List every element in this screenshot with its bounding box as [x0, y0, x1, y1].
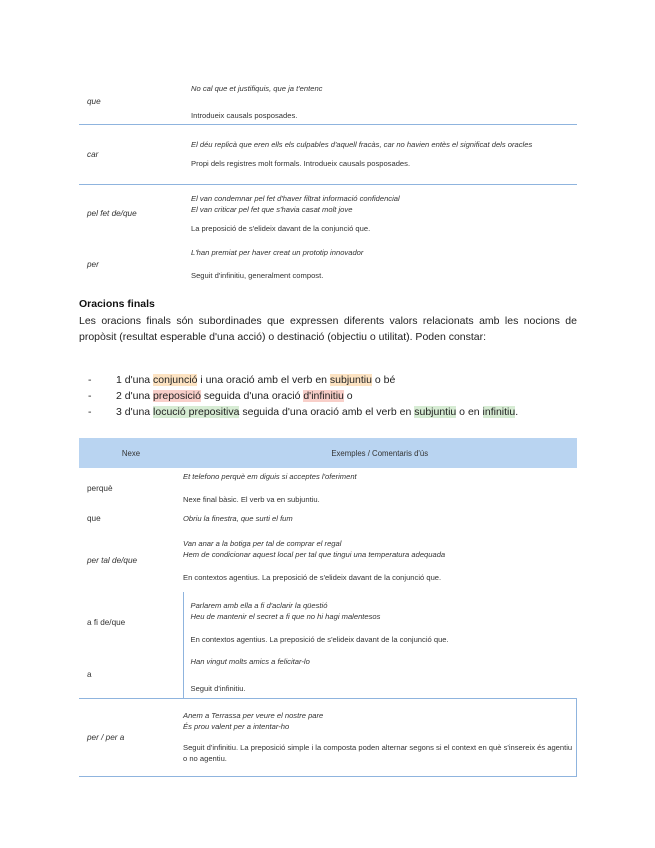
- connector-cell: perquè: [87, 483, 113, 493]
- examples-cell: [183, 468, 577, 508]
- comment-text: Introdueix causals posposades.: [191, 110, 298, 120]
- column-header-nexe: Nexe: [79, 438, 183, 468]
- highlight-conjuncio: conjunció: [153, 374, 198, 386]
- table-row: [79, 592, 577, 652]
- bullet-text: 1 d'una: [116, 374, 154, 386]
- connector-cell: car: [79, 124, 191, 184]
- table-row: [79, 124, 577, 184]
- comment-text: Seguit d'infinitiu, generalment compost.: [191, 271, 324, 280]
- example-text: Heu de mantenir el secret a fi que no hi hagi malentesos: [190, 611, 381, 621]
- examples-cell: [191, 80, 577, 124]
- example-text: Van anar a la botiga per tal de comprar el regal: [183, 538, 342, 548]
- list-item: [88, 372, 518, 388]
- dash-bullet: -: [88, 374, 92, 386]
- example-text: El déu replicà que eren ells els culpables d'aquell fracàs, car no havien entès el significat dels oracles: [191, 140, 533, 149]
- comment-text: Nexe final bàsic. El verb va en subjuntiu.: [183, 495, 320, 504]
- example-text: El van condemnar pel fet d'haver filtrat informació confidencial: [191, 193, 400, 203]
- connector-cell: a: [87, 670, 92, 680]
- bullet-text: seguida d'una oració amb el verb en: [239, 406, 415, 418]
- comment-text: En contextos agentius. La preposició de s'elideix davant de la conjunció que.: [190, 634, 449, 644]
- section-paragraph: Les oracions finals són subordinades que expressen diferents valors relacionats amb les nocions de propòsit (resultat esperable d'una acció) o destinació (objectiu o utilitat). Poden constar:: [79, 315, 577, 343]
- connector-cell: que: [87, 97, 101, 107]
- highlight-infinitiu: d'infinitiu: [303, 390, 344, 402]
- table-row: [79, 184, 577, 242]
- examples-cell: [183, 528, 577, 592]
- example-text: Hem de condicionar aquest local per tal que tingui una temperatura adequada: [183, 549, 446, 559]
- highlight-locucio: locució prepositiva: [153, 406, 240, 418]
- table-row: [79, 698, 577, 776]
- list-item: [88, 404, 518, 420]
- examples-cell: [191, 242, 577, 286]
- highlight-subjuntiu: subjuntiu: [329, 374, 372, 386]
- dash-bullet: -: [88, 390, 92, 402]
- table-row: [79, 468, 577, 508]
- connector-cell: per tal de/que: [87, 555, 138, 565]
- examples-cell: [183, 592, 577, 652]
- bullet-text: i una oració amb el verb en: [197, 374, 330, 386]
- examples-cell: [191, 184, 577, 242]
- bullet-text: .: [515, 406, 519, 418]
- comment-text: Seguit d'infinitiu.: [190, 683, 246, 693]
- example-text: És prou valent per a intentar-ho: [183, 722, 290, 731]
- highlight-infinitiu: infinitiu: [482, 406, 516, 418]
- highlight-preposicio: preposició: [153, 390, 201, 402]
- example-text: Anem a Terrassa per veure el nostre pare: [183, 711, 324, 720]
- table-row: [79, 508, 577, 528]
- column-header-exemples: Exemples / Comentaris d'ús: [183, 438, 577, 468]
- table-header-row: [79, 438, 577, 468]
- comment-text: Seguit d'infinitiu. La preposició simple i la composta poden alternar segons si el context en què s'insereix és agentiu o no agentiu.: [183, 743, 573, 763]
- example-text: L'han premiat per haver creat un prototip innovador: [191, 248, 364, 257]
- causal-connectors-table: [79, 80, 577, 286]
- final-connectors-table: [79, 438, 577, 777]
- example-text: Parlarem amb ella a fi d'aclarir la qüestió: [190, 600, 328, 610]
- bullet-text: seguida d'una oració: [200, 390, 304, 402]
- example-text: Han vingut molts amics a felicitar-lo: [190, 656, 310, 666]
- connector-cell: a fi de/que: [87, 617, 126, 627]
- example-text: El van criticar pel fet que s'havia casat molt jove: [191, 204, 353, 214]
- table-row: [79, 652, 577, 698]
- connector-cell: per: [87, 259, 99, 269]
- examples-cell: [183, 698, 577, 776]
- table-row: [79, 80, 577, 124]
- examples-cell: [191, 124, 577, 184]
- connector-cell: que: [87, 513, 101, 523]
- bullet-text: o: [343, 390, 353, 402]
- comment-text: La preposició de s'elideix davant de la conjunció que.: [191, 223, 371, 233]
- comment-text: En contextos agentius. La preposició de s'elideix davant de la conjunció que.: [183, 572, 442, 582]
- connector-cell: per / per a: [79, 698, 183, 776]
- bullet-text: 2 d'una: [116, 390, 154, 402]
- bullet-list: [88, 372, 518, 420]
- bullet-text: o bé: [371, 374, 396, 386]
- example-text: Obriu la finestra, que surti el fum: [183, 513, 293, 523]
- example-text: Et telefono perquè em diguis si acceptes l'oferiment: [183, 472, 357, 481]
- example-text: No cal que et justifiquis, que ja t'entenc: [191, 83, 323, 93]
- connector-cell: pel fet de/que: [79, 184, 191, 242]
- examples-cell: [183, 508, 577, 528]
- highlight-subjuntiu: subjuntiu: [414, 406, 457, 418]
- table-row: [79, 242, 577, 286]
- section-title: Oracions finals: [79, 298, 155, 310]
- bullet-text: o en: [456, 406, 483, 418]
- bullet-text: 3 d'una: [116, 406, 154, 418]
- examples-cell: [183, 652, 577, 698]
- comment-text: Propi dels registres molt formals. Introdueix causals posposades.: [191, 159, 411, 168]
- dash-bullet: -: [88, 406, 92, 418]
- list-item: [88, 388, 518, 404]
- table-row: [79, 528, 577, 592]
